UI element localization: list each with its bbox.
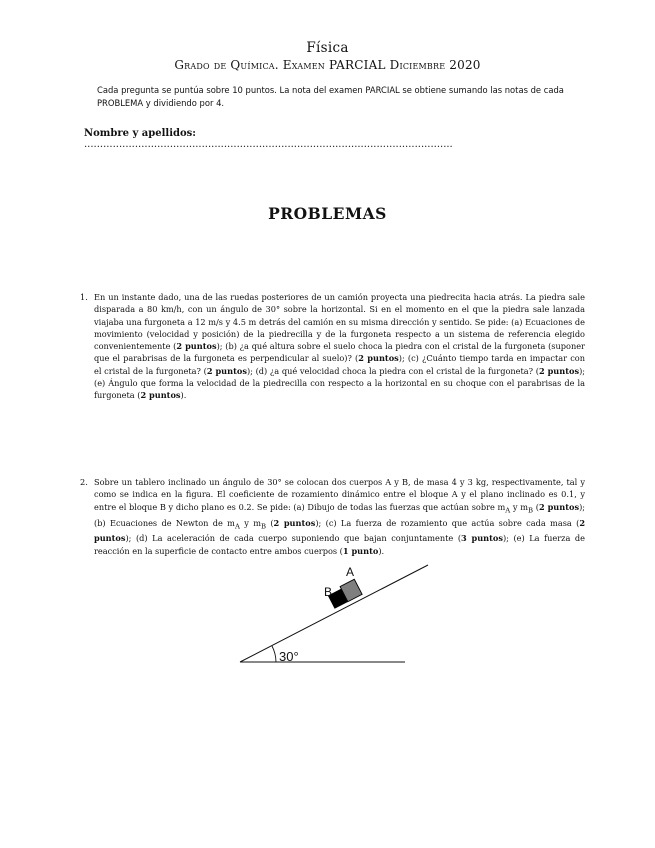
points-label: 3 puntos xyxy=(461,533,503,544)
statement-text: ); (d) ¿a qué velocidad choca la piedra con el cristal de la furgoneta? ( xyxy=(246,365,539,376)
instructions-text: Cada pregunta se puntúa sobre 10 puntos. La nota del examen PARCIAL se obtiene sumando las notas de cada PROBLEMA y dividiendo por 4. xyxy=(97,85,564,108)
statement-text: ). xyxy=(378,545,385,556)
problem-statement xyxy=(94,476,585,557)
statement-text: ); (e) La fuerza de reacción en la superficie de contacto entre ambos cuerpos ( xyxy=(94,533,585,556)
statement-text: ); (b) ¿a qué altura sobre el suelo choca la piedra con el cristal de la furgoneta (suponer que el parabrisas de la furgoneta es perpendicular al suelo)? ( xyxy=(94,341,585,364)
statement-text: y m xyxy=(239,517,261,528)
points-label: 2 puntos xyxy=(140,390,181,401)
points-label: 2 puntos xyxy=(538,365,580,376)
subject-title: Física xyxy=(306,40,349,56)
statement-text: ); (e) Ángulo que forma la velocidad de la piedrecilla con respecto a la horizontal en su choque con el parabrisas de la furgoneta ( xyxy=(94,365,586,401)
incline-line xyxy=(240,565,428,662)
statement-text: y m xyxy=(510,501,529,512)
label-a: A xyxy=(346,565,355,579)
statement-text: ); (b) Ecuaciones de Newton de m xyxy=(94,501,586,528)
subscript: A xyxy=(505,506,511,515)
points-label: 2 puntos xyxy=(94,517,586,544)
statement-text: ( xyxy=(533,501,539,512)
statement-text: ); (c) ¿Cuánto tiempo tarda en impactar con el cristal de la furgoneta? ( xyxy=(94,353,585,376)
problem-number: 2. xyxy=(80,477,88,487)
points-label: 2 puntos xyxy=(206,365,247,376)
statement-text: ( xyxy=(266,517,274,528)
name-label: Nombre y apellidos: xyxy=(84,128,197,139)
points-label: 2 puntos xyxy=(358,353,399,364)
points-label: 2 puntos xyxy=(538,501,580,512)
statement-text: ); (c) La fuerza de rozamiento que actúa sobre cada masa ( xyxy=(315,517,580,528)
statement-text: ). xyxy=(180,390,187,401)
points-label: 1 punto xyxy=(342,545,379,556)
problem-1 xyxy=(80,291,585,402)
name-field xyxy=(84,128,564,150)
course-title: Grado de Química. Examen PARCIAL Diciembre 2020 xyxy=(174,58,481,72)
label-b: B xyxy=(324,585,333,599)
statement-text: En un instante dado, una de las ruedas posteriores de un camión proyecta una piedrecita hacia atrás. La piedra sale disparada a 80 km/h, con un ángulo de 30° sobre la horizontal. Si en el momento en el que la piedra sale lanzada viajaba una furgoneta a 12 m/s y 4.5 m detrás del camión en su misma dirección y sentido. Se pide: (a) Ecuaciones de movimiento (velocidad y posición) de la piedrecilla y de la furgoneta respecto a un sistema de referencia elegido convenientemente ( xyxy=(94,292,585,352)
subscript: B xyxy=(260,522,266,531)
section-heading: PROBLEMAS xyxy=(268,204,387,223)
statement-text: ); (d) La aceleración de cada cuerpo suponiendo que bajan conjuntamente ( xyxy=(125,533,462,544)
inclined-plane-figure xyxy=(230,560,440,670)
subscript: B xyxy=(528,506,534,515)
points-label: 2 puntos xyxy=(176,341,217,352)
problem-2 xyxy=(80,476,585,557)
problem-number: 1. xyxy=(80,292,88,302)
angle-arc xyxy=(272,646,276,662)
points-label: 2 puntos xyxy=(273,517,316,528)
name-dots: .................................................................................................................... xyxy=(84,139,453,150)
subscript: A xyxy=(234,522,240,531)
angle-label: 30° xyxy=(279,649,299,664)
problem-statement xyxy=(94,291,585,402)
statement-text: Sobre un tablero inclinado un ángulo de 30° se colocan dos cuerpos A y B, de masa 4 y 3 kg, respectivamente, tal y como se indica en la figura. El coeficiente de rozamiento dinámico entre el bloque A y el plano inclinado es 0.1, y entre el bloque B y dicho plano es 0.2. Se pide: (a) Dibujo de todas las fuerzas que actúan sobre m xyxy=(94,477,585,512)
